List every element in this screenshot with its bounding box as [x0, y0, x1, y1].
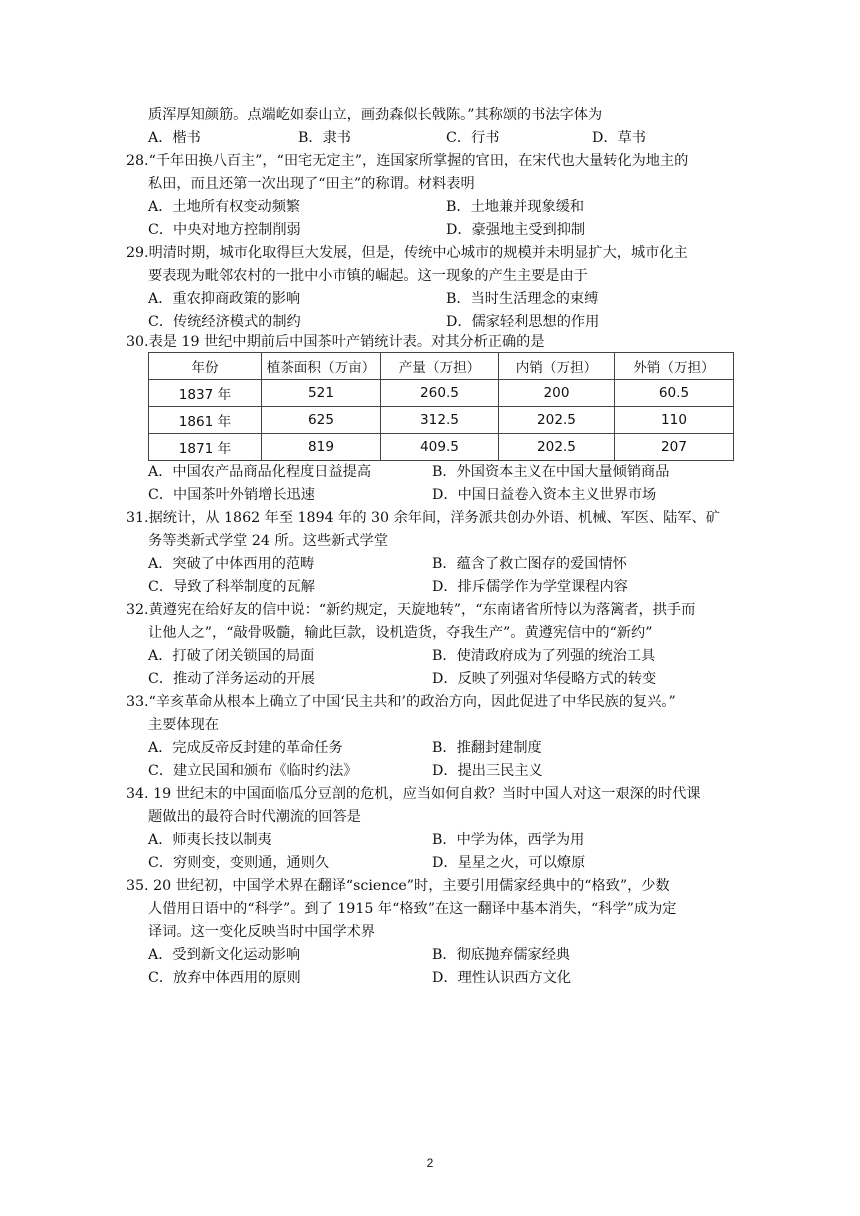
q29-option-c: C．传统经济模式的制约 — [148, 314, 301, 330]
q33-stem-2: 主要体现在 — [148, 717, 219, 733]
table-row — [149, 434, 734, 461]
table-cell: 260.5 — [381, 380, 499, 407]
q29-stem-1: 29.明清时期，城市化取得巨大发展，但是，传统中心城市的规模并未明显扩大，城市化主 — [126, 245, 688, 261]
q27-option-d: D．草书 — [592, 130, 646, 146]
q34-option-a: A．师夷长技以制夷 — [148, 832, 272, 848]
table-row — [149, 380, 734, 407]
q32-option-d: D．反映了列强对华侵略方式的转变 — [432, 671, 657, 687]
q28-option-d: D．豪强地主受到抑制 — [446, 222, 586, 238]
table-header: 年份 — [149, 353, 262, 380]
table-cell: 312.5 — [381, 407, 499, 434]
q33-option-d: D．提出三民主义 — [432, 763, 543, 779]
q29-option-d: D．儒家轻利思想的作用 — [446, 314, 600, 330]
table-header: 内销（万担） — [499, 353, 615, 380]
q32-option-b: B．使清政府成为了列强的统治工具 — [432, 648, 656, 664]
table-cell: 60.5 — [615, 380, 734, 407]
q33-stem-1: 33.“辛亥革命从根本上确立了中国‘民主共和’的政治方向，因此促进了中华民族的复兴。” — [126, 694, 676, 710]
q28-stem-1: 28.“千年田换八百主”，“田宅无定主”，连国家所掌握的官田，在宋代也大量转化为地主的 — [126, 153, 689, 169]
q29-option-a: A．重农抑商政策的影响 — [148, 291, 301, 307]
page-number: 2 — [426, 1156, 434, 1170]
q35-stem-2: 人借用日语中的“科学”。到了 1915 年“格致”在这一翻译中基本消失，“科学”成为定 — [148, 901, 677, 917]
q33-option-b: B．推翻封建制度 — [432, 740, 542, 756]
q27-option-a: A．楷书 — [148, 130, 201, 146]
q35-option-a: A．受到新文化运动影响 — [148, 947, 301, 963]
table-header-row — [149, 353, 734, 380]
table-cell: 819 — [262, 434, 381, 461]
q32-option-c: C．推动了洋务运动的开展 — [148, 671, 315, 687]
q30-stem: 30.表是 19 世纪中期前后中国茶叶产销统计表。对其分析正确的是 — [126, 334, 545, 350]
table-cell: 200 — [499, 380, 615, 407]
q31-option-b: B．蕴含了救亡图存的爱国情怀 — [432, 556, 627, 572]
table-header: 产量（万担） — [381, 353, 499, 380]
q35-option-d: D．理性认识西方文化 — [432, 970, 572, 986]
table-header: 植茶面积（万亩） — [262, 353, 381, 380]
table-cell: 202.5 — [499, 407, 615, 434]
q31-option-a: A．突破了中体西用的范畴 — [148, 556, 315, 572]
q30-option-a: A．中国农产品商品化程度日益提高 — [148, 464, 372, 480]
q34-option-d: D．星星之火，可以燎原 — [432, 855, 586, 871]
q30-option-d: D．中国日益卷入资本主义世界市场 — [432, 487, 657, 503]
q29-stem-2: 要表现为毗邻农村的一批中小市镇的崛起。这一现象的产生主要是由于 — [148, 268, 588, 284]
table-cell: 207 — [615, 434, 734, 461]
q31-stem-1: 31.据统计，从 1862 年至 1894 年的 30 余年间，洋务派共创办外语、机械、军医、陆军、矿 — [126, 510, 720, 526]
table-cell: 1861 年 — [149, 407, 262, 434]
table-row — [149, 407, 734, 434]
q28-option-c: C．中央对地方控制削弱 — [148, 222, 301, 238]
q32-stem-1: 32.黄遵宪在给好友的信中说：“新约规定，天旋地转”，“东南诸省所恃以为落篱者，拱手而 — [126, 602, 696, 618]
q33-option-a: A．完成反帝反封建的革命任务 — [148, 740, 343, 756]
q33-option-c: C．建立民国和颁布《临时约法》 — [148, 763, 358, 779]
q27-option-c: C．行书 — [446, 130, 500, 146]
q35-stem-3: 译词。这一变化反映当时中国学术界 — [148, 924, 376, 940]
q31-option-c: C．导致了科举制度的瓦解 — [148, 579, 315, 595]
table-cell: 110 — [615, 407, 734, 434]
q27-option-b: B．隶书 — [298, 130, 351, 146]
q35-stem-1: 35. 20 世纪初，中国学术界在翻译“science”时，主要引用儒家经典中的“格致”，少数 — [126, 878, 670, 894]
q32-stem-2: 让他人之”，“敲骨吸髓，输此巨款，设机造货，夺我生产”。黄遵宪信中的“新约” — [148, 625, 653, 641]
tea-statistics-table — [148, 352, 734, 461]
table-cell: 625 — [262, 407, 381, 434]
q34-option-b: B．中学为体，西学为用 — [432, 832, 585, 848]
q31-stem-2: 务等类新式学堂 24 所。这些新式学堂 — [148, 533, 388, 549]
q31-option-d: D．排斥儒学作为学堂课程内容 — [432, 579, 628, 595]
table-header: 外销（万担） — [615, 353, 734, 380]
q28-option-a: A．土地所有权变动频繁 — [148, 199, 301, 215]
q27-stem: 质浑厚知颜筋。点端屹如泰山立，画劲森似长戟陈。”其称颂的书法字体为 — [148, 107, 603, 123]
q34-stem-2: 题做出的最符合时代潮流的回答是 — [148, 809, 361, 825]
q35-option-c: C．放弃中体西用的原则 — [148, 970, 301, 986]
table-cell: 1837 年 — [149, 380, 262, 407]
q32-option-a: A．打破了闭关锁国的局面 — [148, 648, 315, 664]
table-cell: 409.5 — [381, 434, 499, 461]
q35-option-b: B．彻底抛弃儒家经典 — [432, 947, 571, 963]
table-cell: 1871 年 — [149, 434, 262, 461]
q30-option-b: B．外国资本主义在中国大量倾销商品 — [432, 464, 670, 480]
q30-option-c: C．中国茶叶外销增长迅速 — [148, 487, 315, 503]
table-cell: 521 — [262, 380, 381, 407]
q34-stem-1: 34. 19 世纪末的中国面临瓜分豆剖的危机，应当如何自救？当时中国人对这一艰深的时代课 — [126, 786, 701, 802]
q28-stem-2: 私田，而且还第一次出现了“田主”的称谓。材料表明 — [148, 176, 475, 192]
q34-option-c: C．穷则变，变则通，通则久 — [148, 855, 330, 871]
table-cell: 202.5 — [499, 434, 615, 461]
q29-option-b: B．当时生活理念的束缚 — [446, 291, 599, 307]
q28-option-b: B．土地兼并现象缓和 — [446, 199, 585, 215]
